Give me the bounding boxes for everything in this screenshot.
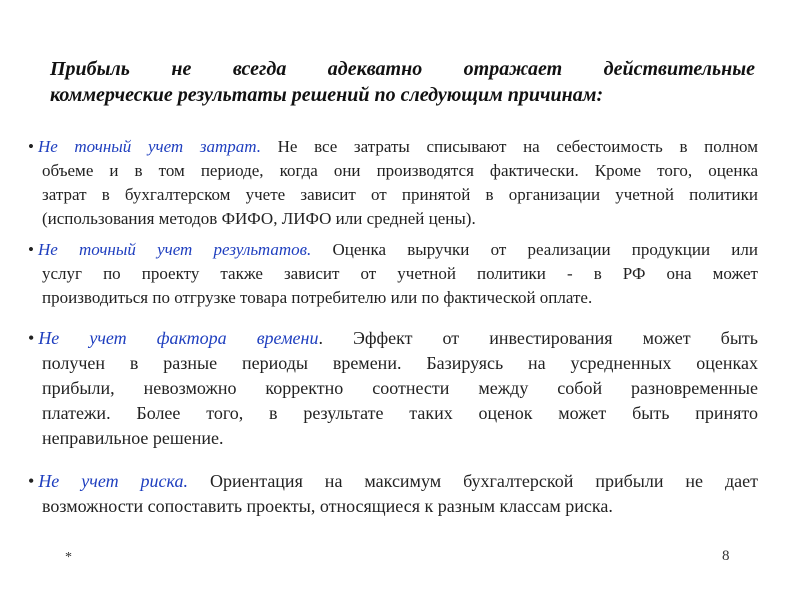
- footer-star: *: [65, 550, 72, 565]
- bullet-icon: •: [28, 240, 34, 259]
- point-text: Ориентация на максимум бухгалтерской прибыли не дает: [188, 471, 758, 491]
- point-text: объеме и в том периоде, когда они производятся фактически. Кроме того, оценка: [42, 161, 758, 180]
- point-time-factor: [28, 326, 758, 451]
- point-text: Оценка выручки от реализации продукции или: [311, 240, 758, 259]
- point-text: . Эффект от инвестирования может быть: [318, 328, 758, 348]
- point-text: затрат в бухгалтерском учете зависит от принятой в организации учетной политики: [42, 185, 758, 204]
- point-text: (использования методов ФИФО, ЛИФО или средней цены).: [42, 209, 476, 228]
- title-line-1: Прибыль не всегда адекватно отражает действительные: [50, 58, 755, 80]
- point-text: прибыли, невозможно корректно соотнести между собой разновременные: [42, 378, 758, 398]
- point-text: Не все затраты списывают на себестоимость в полном: [260, 137, 758, 156]
- point-text: платежи. Более того, в результате таких оценок может быть принято: [42, 403, 758, 423]
- point-cost-accounting: [28, 135, 758, 231]
- point-lead: Не точный учет результатов.: [37, 240, 312, 259]
- point-results-accounting: [28, 238, 758, 310]
- point-lead: Не точный учет затрат.: [37, 137, 261, 156]
- point-lead: Не учет фактора времени: [38, 328, 319, 348]
- point-text: получен в разные периоды времени. Базируясь на усредненных оценках: [42, 353, 758, 373]
- bullet-icon: •: [28, 471, 35, 491]
- point-lead: Не учет риска.: [38, 471, 189, 491]
- point-text: производиться по отгрузке товара потребителю или по фактической оплате.: [42, 288, 593, 307]
- page-number: 8: [722, 548, 730, 564]
- point-text: неправильное решение.: [42, 428, 224, 448]
- title-line-2: коммерческие результаты решений по следующим причинам:: [50, 84, 604, 106]
- point-text: услуг по проекту также зависит от учетной политики - в РФ она может: [42, 264, 758, 283]
- slide-title: [50, 56, 755, 108]
- bullet-icon: •: [28, 328, 35, 348]
- point-risk: [28, 469, 758, 519]
- bullet-icon: •: [28, 137, 34, 156]
- point-text: возможности сопоставить проекты, относящиеся к разным классам риска.: [42, 496, 613, 516]
